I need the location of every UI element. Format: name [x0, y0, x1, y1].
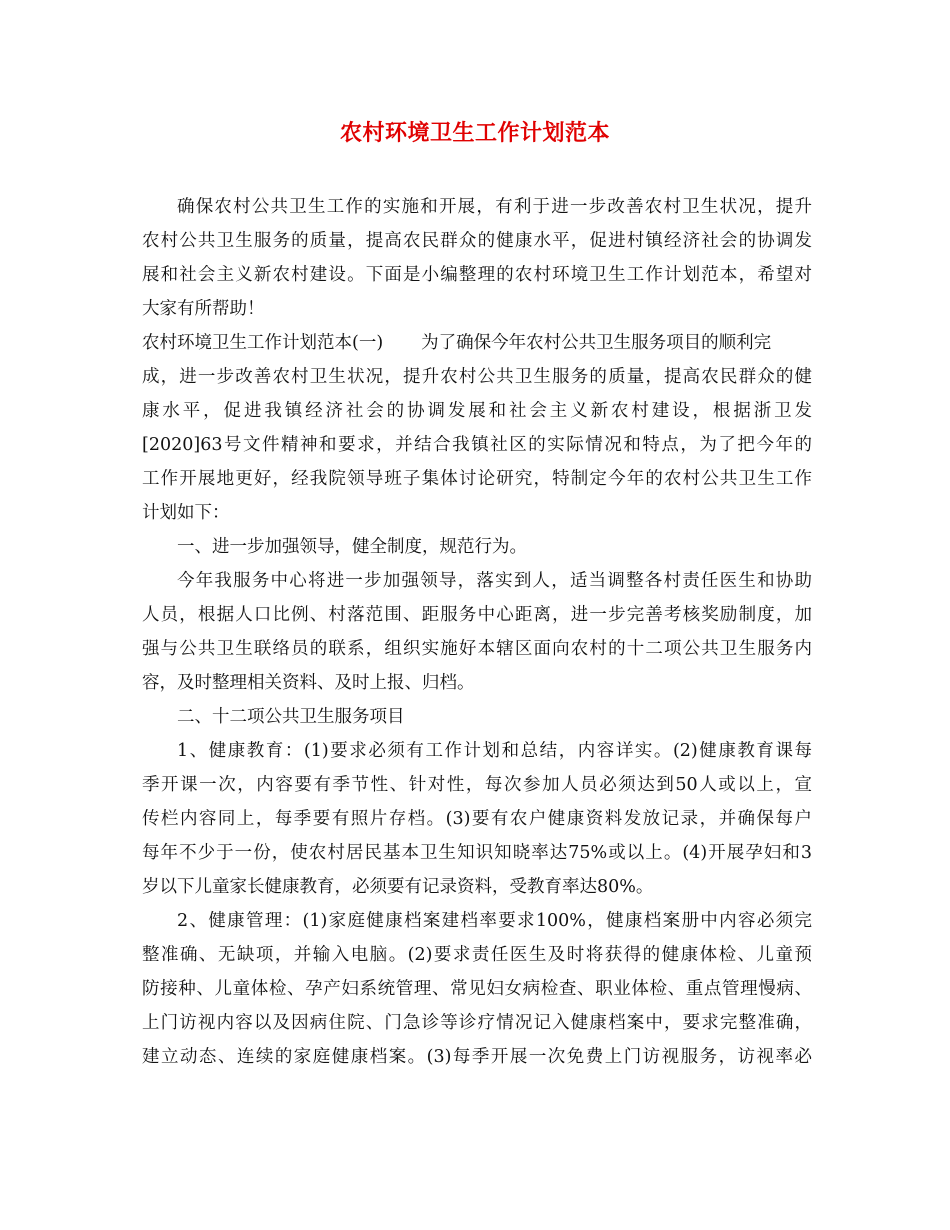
paragraph-line: 防接种、儿童体检、孕产妇系统管理、常见妇女病检查、职业体检、重点管理慢病、 — [142, 979, 812, 999]
paragraph-line: 人员，根据人口比例、村落范围、距服务中心距离，进一步完善考核奖励制度，加 — [142, 605, 812, 625]
paragraph-line: 成，进一步改善农村卫生状况，提升农村公共卫生服务的质量，提高农民群众的健 — [142, 367, 812, 387]
paragraph-line: 强与公共卫生联络员的联系，组织实施好本辖区面向农村的十二项公共卫生服务内 — [142, 639, 812, 659]
paragraph-line: 康水平，促进我镇经济社会的协调发展和社会主义新农村建设，根据浙卫发 — [142, 401, 812, 421]
paragraph-line: 工作开展地更好，经我院领导班子集体讨论研究，特制定今年的农村公共卫生工作 — [142, 469, 812, 489]
section-heading: 农村环境卫生工作计划范本(一) — [142, 333, 384, 353]
section-heading: 二、十二项公共卫生服务项目 — [177, 707, 405, 727]
paragraph-text: 为了确保今年农村公共卫生服务项目的顺利完 — [421, 333, 772, 353]
paragraph-line: 1、健康教育：(1)要求必须有工作计划和总结，内容详实。(2)健康教育课每 — [177, 741, 812, 761]
paragraph-line: 整准确、无缺项，并输入电脑。(2)要求责任医生及时将获得的健康体检、儿童预 — [142, 945, 812, 965]
paragraph-line: 建立动态、连续的家庭健康档案。(3)每季开展一次免费上门访视服务，访视率必 — [142, 1047, 812, 1067]
document-body — [142, 190, 812, 1074]
paragraph-line: 大家有所帮助！ — [142, 299, 265, 319]
paragraph-line: 计划如下： — [142, 503, 230, 523]
paragraph-line: 传栏内容同上，每季要有照片存档。(3)要有农户健康资料发放记录，并确保每户 — [142, 809, 812, 829]
paragraph-line: 展和社会主义新农村建设。下面是小编整理的农村环境卫生工作计划范本，希望对 — [142, 265, 812, 285]
paragraph-line: 2、健康管理：(1)家庭健康档案建档率要求100%，健康档案册中内容必须完 — [177, 911, 812, 931]
paragraph-line: 今年我服务中心将进一步加强领导，落实到人，适当调整各村责任医生和协助 — [177, 571, 812, 591]
paragraph-line: 季开课一次，内容要有季节性、针对性，每次参加人员必须达到50人或以上，宣 — [142, 775, 812, 795]
paragraph-line: 容，及时整理相关资料、及时上报、归档。 — [142, 673, 475, 693]
section-heading: 一、进一步加强领导，健全制度，规范行为。 — [177, 537, 527, 557]
paragraph-line: 确保农村公共卫生工作的实施和开展，有利于进一步改善农村卫生状况，提升 — [177, 197, 812, 217]
paragraph-line: 上门访视内容以及因病住院、门急诊等诊疗情况记入健康档案中，要求完整准确， — [142, 1013, 812, 1033]
paragraph-line: 农村公共卫生服务的质量，提高农民群众的健康水平，促进村镇经济社会的协调发 — [142, 231, 812, 251]
paragraph-line: 岁以下儿童家长健康教育，必须要有记录资料，受教育率达80%。 — [142, 877, 654, 897]
paragraph-line: [2020]63号文件精神和要求，并结合我镇社区的实际情况和特点，为了把今年的 — [142, 435, 812, 455]
paragraph-line-split — [142, 326, 812, 360]
paragraph-line: 每年不少于一份，使农村居民基本卫生知识知晓率达75%或以上。(4)开展孕妇和3 — [142, 843, 812, 863]
document-title: 农村环境卫生工作计划范本 — [339, 120, 610, 146]
